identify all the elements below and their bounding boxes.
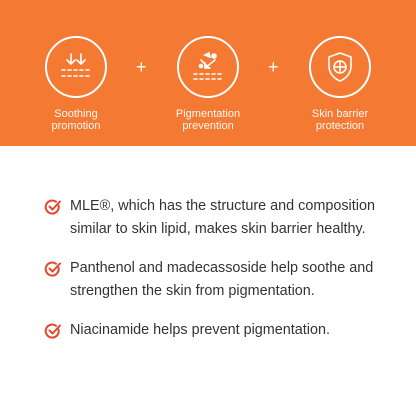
list-item bbox=[44, 257, 384, 302]
plus-symbol: + bbox=[136, 57, 147, 77]
list-item bbox=[44, 195, 384, 240]
feature-label: Pigmentation prevention bbox=[175, 108, 241, 132]
plus-symbol: + bbox=[268, 57, 279, 77]
feature-pigmentation bbox=[158, 36, 258, 132]
shield-icon bbox=[309, 36, 371, 98]
check-circle-icon bbox=[44, 322, 62, 340]
list-item-text: MLE®, which has the structure and composition similar to skin lipid, makes skin barrier healthy. bbox=[70, 198, 375, 237]
list-item-text: Niacinamide helps prevent pigmentation. bbox=[70, 322, 330, 338]
feature-soothing bbox=[26, 36, 126, 132]
feature-label: Soothing promotion bbox=[51, 108, 101, 132]
feature-label: Skin barrier protection bbox=[311, 108, 369, 132]
list-item-text: Panthenol and madecassoside help soothe and strengthen the skin from pigmentation. bbox=[70, 260, 374, 299]
check-circle-icon bbox=[44, 260, 62, 278]
list-item bbox=[44, 319, 384, 342]
pigmentation-icon bbox=[177, 36, 239, 98]
feature-banner bbox=[0, 0, 416, 146]
benefit-list bbox=[44, 195, 384, 359]
soothing-icon bbox=[45, 36, 107, 98]
check-circle-icon bbox=[44, 198, 62, 216]
feature-skin-barrier bbox=[290, 36, 390, 132]
